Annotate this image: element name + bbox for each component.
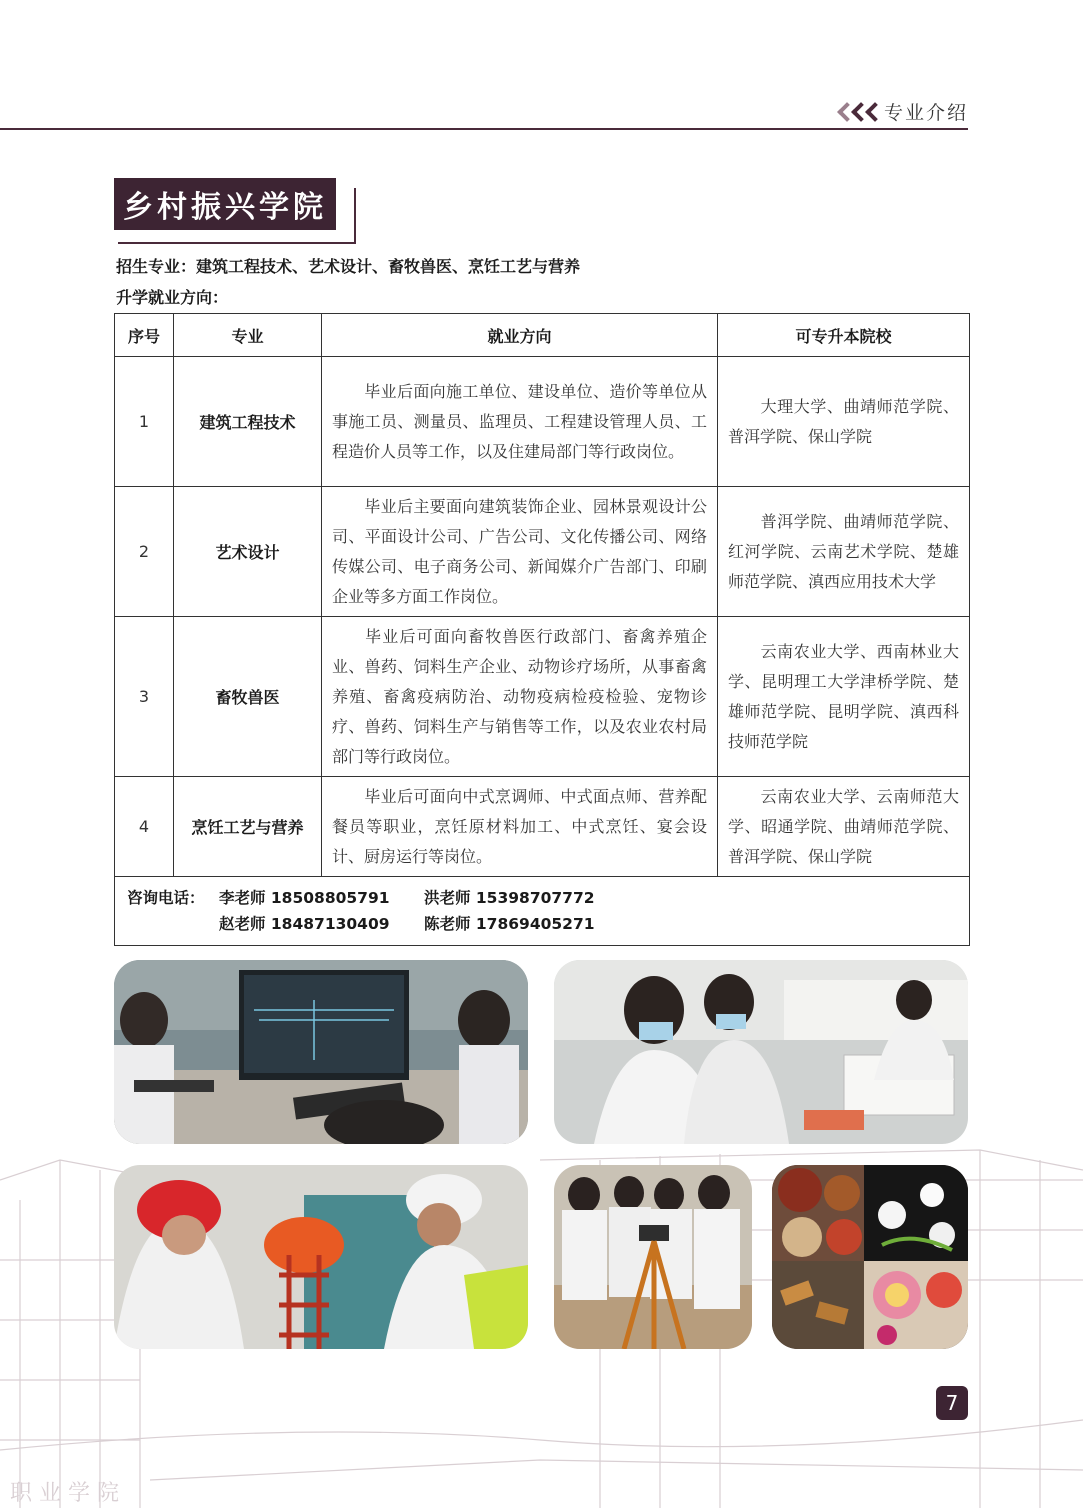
header-no: 序号	[115, 314, 174, 357]
row-no: 4	[115, 777, 174, 877]
table-row	[115, 357, 970, 487]
table-header-row	[115, 314, 970, 357]
table-row	[115, 487, 970, 617]
row-major: 烹饪工艺与营养	[174, 777, 322, 877]
surveying-photo	[554, 1165, 752, 1349]
row-major: 建筑工程技术	[174, 357, 322, 487]
row-no: 1	[115, 357, 174, 487]
row-major: 畜牧兽医	[174, 617, 322, 777]
majors-table	[114, 313, 970, 946]
row-schools: 大理大学、曲靖师范学院、普洱学院、保山学院	[718, 357, 970, 487]
page-number: 7	[936, 1386, 968, 1420]
contact-phone: 陈老师 17869405271	[424, 915, 595, 933]
page-title: 乡村振兴学院	[114, 178, 336, 230]
row-no: 3	[115, 617, 174, 777]
header-employment: 就业方向	[322, 314, 718, 357]
enroll-line	[116, 254, 580, 277]
chevron-arrows-icon	[836, 103, 878, 121]
contact-phone: 洪老师 15398707772	[424, 889, 595, 907]
laboratory-photo	[554, 960, 968, 1144]
row-major: 艺术设计	[174, 487, 322, 617]
section-tag	[836, 98, 968, 125]
contact-phone: 赵老师 18487130409	[219, 915, 390, 933]
header-schools: 可专升本院校	[718, 314, 970, 357]
row-schools: 普洱学院、曲靖师范学院、红河学院、云南艺术学院、楚雄师范学院、滇西应用技术大学	[718, 487, 970, 617]
row-no: 2	[115, 487, 174, 617]
svg-text:职 业 学 院: 职 业 学 院	[10, 1481, 119, 1506]
table-row	[115, 777, 970, 877]
row-employment: 毕业后可面向畜牧兽医行政部门、畜禽养殖企业、兽药、饲料生产企业、动物诊疗场所，从事畜禽养殖、畜禽疫病防治、动物疫病检疫检验、宠物诊疗、兽药、饲料生产与销售等工作，以及农业农村局部门等行政岗位。	[322, 617, 718, 777]
enroll-label: 招生专业：	[116, 257, 197, 276]
row-employment: 毕业后面向施工单位、建设单位、造价等单位从事施工员、测量员、监理员、工程建设管理人员、工程造价人员等工作，以及住建局部门等行政岗位。	[322, 357, 718, 487]
direction-label: 升学就业方向：	[116, 288, 229, 307]
table-row	[115, 617, 970, 777]
contact-phone: 李老师 18508805791	[219, 889, 390, 907]
row-schools: 云南农业大学、西南林业大学、昆明理工大学津桥学院、楚雄师范学院、昆明学院、滇西科技师范学院	[718, 617, 970, 777]
cuisine-collage-photo	[772, 1165, 968, 1349]
header-major: 专业	[174, 314, 322, 357]
section-label: 专业介绍	[883, 102, 968, 124]
header-rule	[0, 128, 968, 130]
contact-label: 咨询电话：	[127, 889, 205, 907]
row-employment: 毕业后主要面向建筑装饰企业、园林景观设计公司、平面设计公司、广告公司、文化传播公司、网络传媒公司、电子商务公司、新闻媒介广告部门、印刷企业等多方面工作岗位。	[322, 487, 718, 617]
safety-helmet-photo	[114, 1165, 528, 1349]
computer-lab-photo	[114, 960, 528, 1144]
contact-cell	[115, 877, 970, 946]
enroll-majors: 建筑工程技术、艺术设计、畜牧兽医、烹饪工艺与营养	[196, 257, 581, 276]
row-employment: 毕业后可面向中式烹调师、中式面点师、营养配餐员等职业，烹饪原材料加工、中式烹饪、宴会设计、厨房运行等岗位。	[322, 777, 718, 877]
row-schools: 云南农业大学、云南师范大学、昭通学院、曲靖师范学院、普洱学院、保山学院	[718, 777, 970, 877]
contact-row	[115, 877, 970, 946]
